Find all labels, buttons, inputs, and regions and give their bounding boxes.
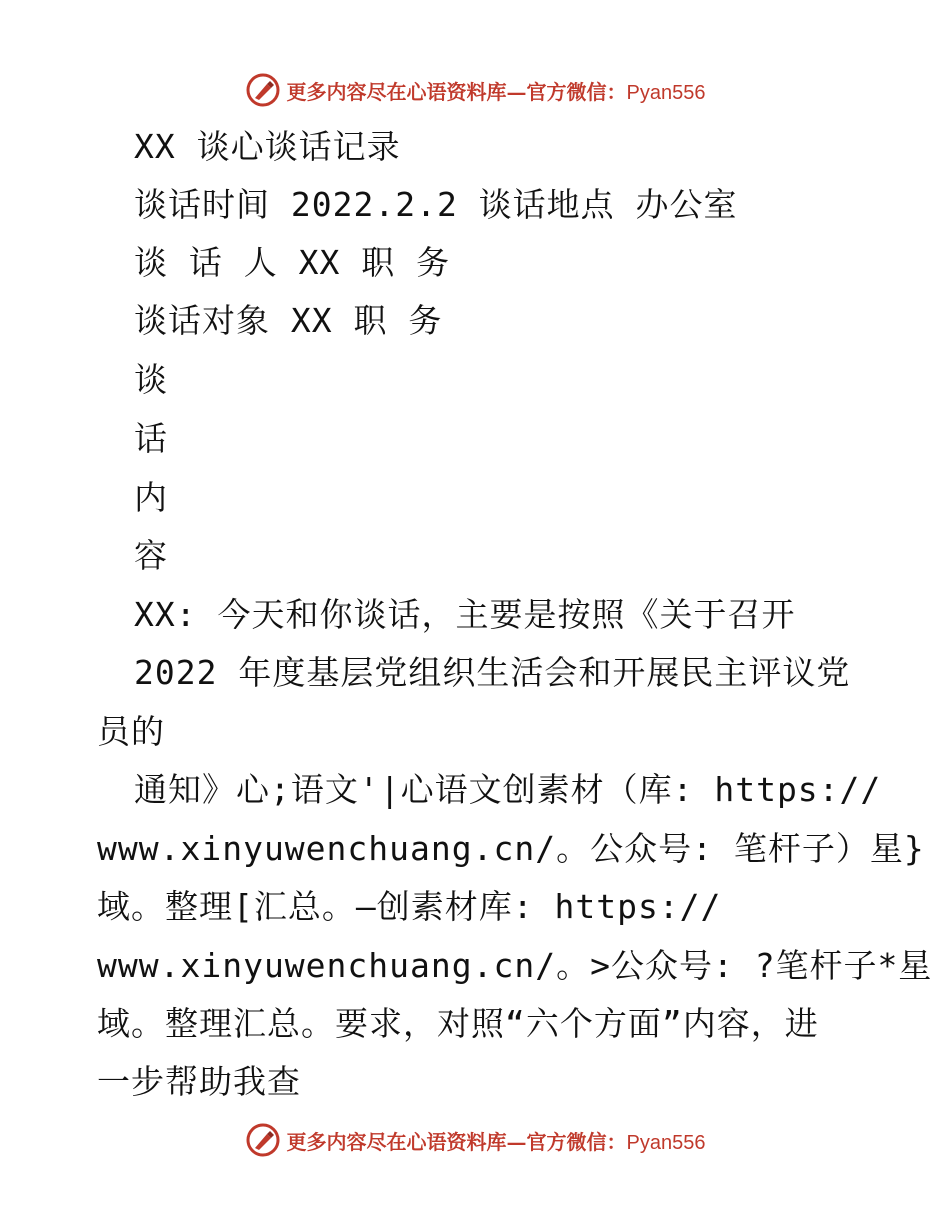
body-line: 一步帮助我查: [97, 1062, 301, 1101]
footer-watermark-banner: [0, 1120, 950, 1160]
body-line: 域。整理汇总。要求，对照“六个方面”内容，进: [97, 1004, 819, 1043]
target-line: 谈话对象 XX 职 务: [134, 301, 443, 340]
body-line: 通知》心;语文'|心语文创素材（库: https://: [134, 770, 882, 809]
body-line: 域。整理[汇总。—创素材库: https://: [97, 887, 722, 926]
content-label-char: 话: [134, 419, 168, 458]
body-line: 员的: [97, 712, 165, 751]
header-watermark-banner: [0, 70, 950, 110]
document-title: XX 谈心谈话记录: [134, 127, 401, 166]
content-label-char: 谈: [134, 360, 168, 399]
body-line: 2022 年度基层党组织生活会和开展民主评议党: [134, 653, 851, 692]
speaker-line: 谈 话 人 XX 职 务: [134, 243, 451, 282]
content-label-char: 内: [134, 478, 168, 517]
time-place-line: 谈话时间 2022.2.2 谈话地点 办公室: [134, 185, 738, 224]
pen-logo-icon: [245, 1122, 281, 1158]
content-label-char: 容: [134, 536, 168, 575]
body-line: XX: 今天和你谈话，主要是按照《关于召开: [134, 595, 796, 634]
footer-banner-text: 更多内容尽在心语资料库—官方微信：Pyan556: [286, 1129, 706, 1154]
pen-logo-icon: [245, 72, 281, 108]
body-line: www.xinyuwenchuang.cn/。公众号: 笔杆子）星}: [97, 829, 925, 868]
body-line: www.xinyuwenchuang.cn/。>公众号: ?笔杆子*星: [97, 946, 933, 985]
header-banner-text: 更多内容尽在心语资料库—官方微信：Pyan556: [286, 79, 706, 104]
